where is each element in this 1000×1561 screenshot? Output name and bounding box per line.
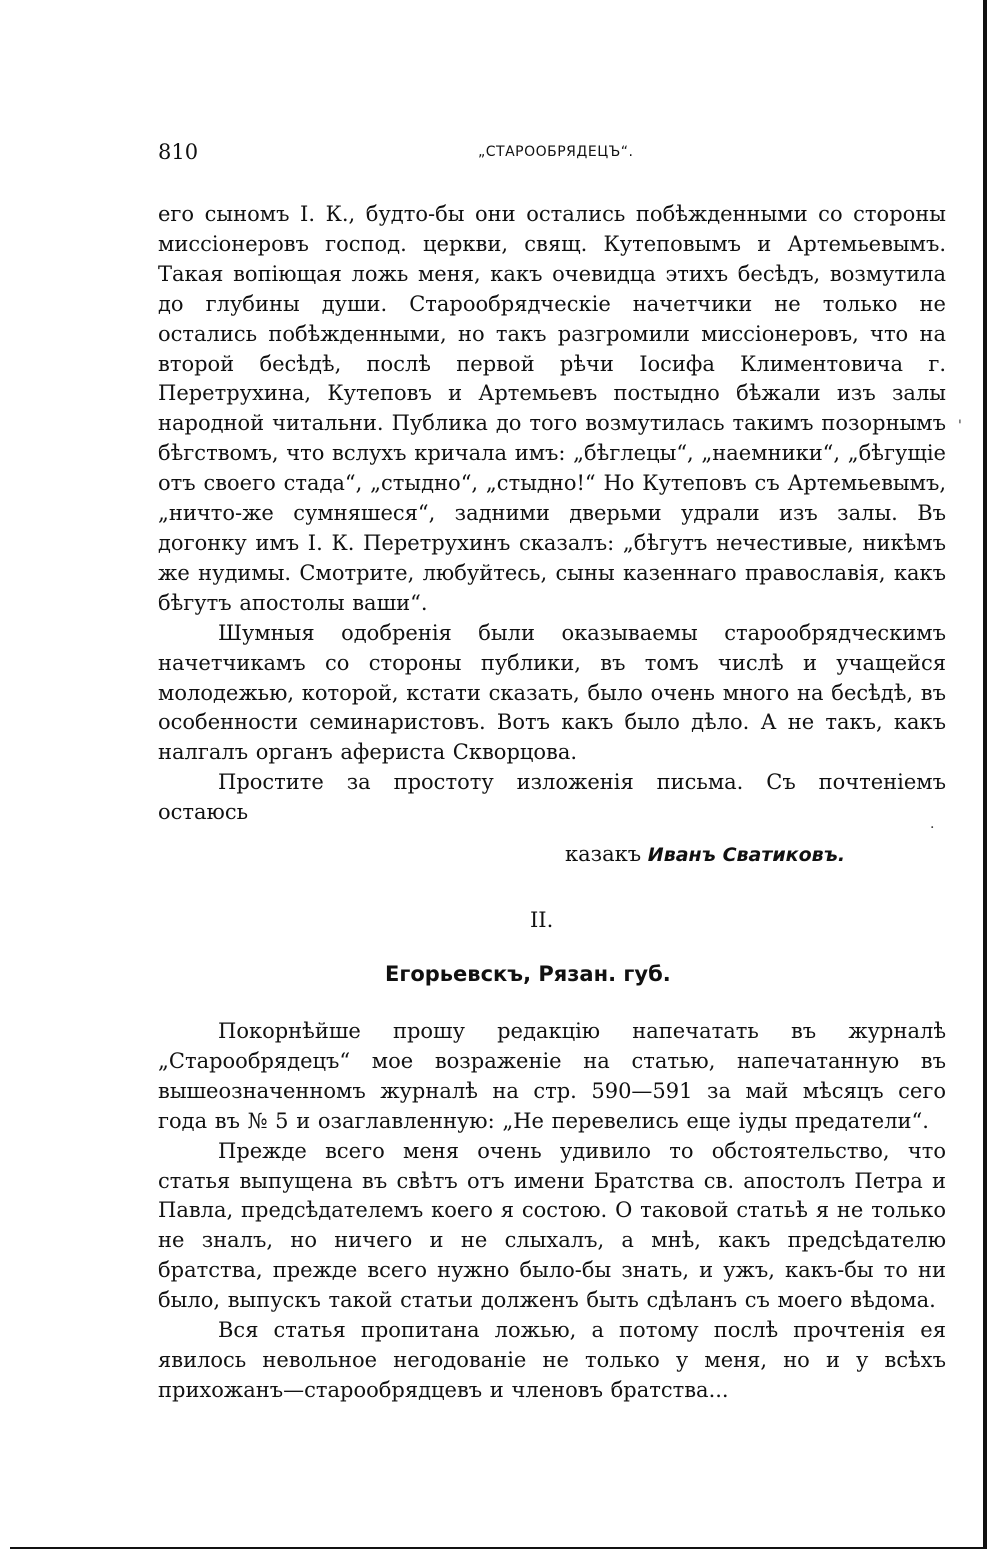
margin-speck: ' <box>958 418 962 434</box>
signature-name: Иванъ Сватиковъ. <box>647 844 846 866</box>
signature-prefix: казакъ <box>565 842 642 866</box>
section-paragraph-1: Покорнѣйше прошу редакцiю напечатать въ журналѣ „Старообрядецъ“ мое возраженiе на статью, напечатанную въ вышеозначенномъ журналѣ на стр. 590—591 за май мѣсяцъ сего года въ № 5 и озаглавленную: „Не перевелись еще iуды предатели“. <box>158 1019 946 1133</box>
page-number: 810 <box>158 140 199 164</box>
section-paragraph-2: Прежде всего меня очень удивило то обстоятельство, что статья выпущена въ свѣтъ отъ имени Братства св. апостолъ Петра и Павла, предсѣдателемъ коего я состою. О таковой статьѣ я не только не зналъ, но ничего и не слыхалъ, а мнѣ, какъ предсѣдателю братства, прежде всего нужно было-бы знать, и ужъ, какъ-бы то ни было, выпускъ такой статьи долженъ быть сдѣланъ съ моего вѣдома. <box>158 1138 946 1313</box>
letter-paragraph-1: его сыномъ I. К., будто-бы они остались побѣжденными со стороны миссiонеровъ господ. церкви, свящ. Кутеповымъ и Артемьевымъ. Такая вопiющая ложь меня, какъ очевидца этихъ бесѣдъ, возмутила до глубины души. Старообрядческiе начетчики не только не остались побѣжденными, но такъ разгромили миссiонеровъ, что на второй бесѣдѣ, послѣ первой рѣчи Iосифа Климентовича г. Перетрухина, Кутеповъ и Артемьевъ постыдно бѣжали изъ залы народной читальни. Публика до того возмутилась такимъ позорнымъ бѣгствомъ, что вслухъ кричала имъ: „бѣглецы“, „наемники“, „бѣгущiе отъ своего стада“, „стыдно“, „стыдно!“ Но Кутеповъ съ Артемьевымъ, „ничто-же сумняшеся“, задними дверьми удрали изъ залы. Въ догонку имъ I. К. Перетрухинъ сказалъ: „бѣгутъ нечестивые, никѣмъ же нудимы. Смотрите, любуйтесь, сыны казеннаго православiя, какъ бѣгутъ апостолы ваши“. <box>158 202 946 615</box>
letter-paragraph-2: Шумныя одобренiя были оказываемы старообрядческимъ начетчикамъ со стороны публики, въ томъ числѣ и учащейся молодежью, которой, кстати сказать, было очень много на бесѣдѣ, въ особенности семинаристовъ. Вотъ какъ было дѣло. А не такъ, какъ налгалъ органъ афериста Скворцова. <box>158 620 946 765</box>
letter-paragraph-3: Простите за простоту изложенiя письма. Съ почтенiемъ остаюсь <box>158 770 946 825</box>
section-heading: Егорьевскъ, Рязан. губ. <box>385 962 671 986</box>
bottom-edge-rule <box>10 1547 987 1549</box>
section-paragraph-3: Вся статья пропитана ложью, а потому послѣ прочтенiя ея явилось невольное негодованiе не только у меня, но и у всѣхъ прихожанъ—старообрядцевъ и членовъ братства... <box>158 1318 946 1402</box>
letter-body <box>158 200 946 828</box>
section-body <box>158 1017 946 1406</box>
right-edge-rule <box>983 0 987 1548</box>
running-head <box>158 140 948 170</box>
journal-title: „СТАРООБРЯДЕЦЪ“. <box>478 144 634 160</box>
section-number: II. <box>530 908 554 932</box>
signature <box>565 842 845 866</box>
margin-speck: · <box>930 820 935 836</box>
